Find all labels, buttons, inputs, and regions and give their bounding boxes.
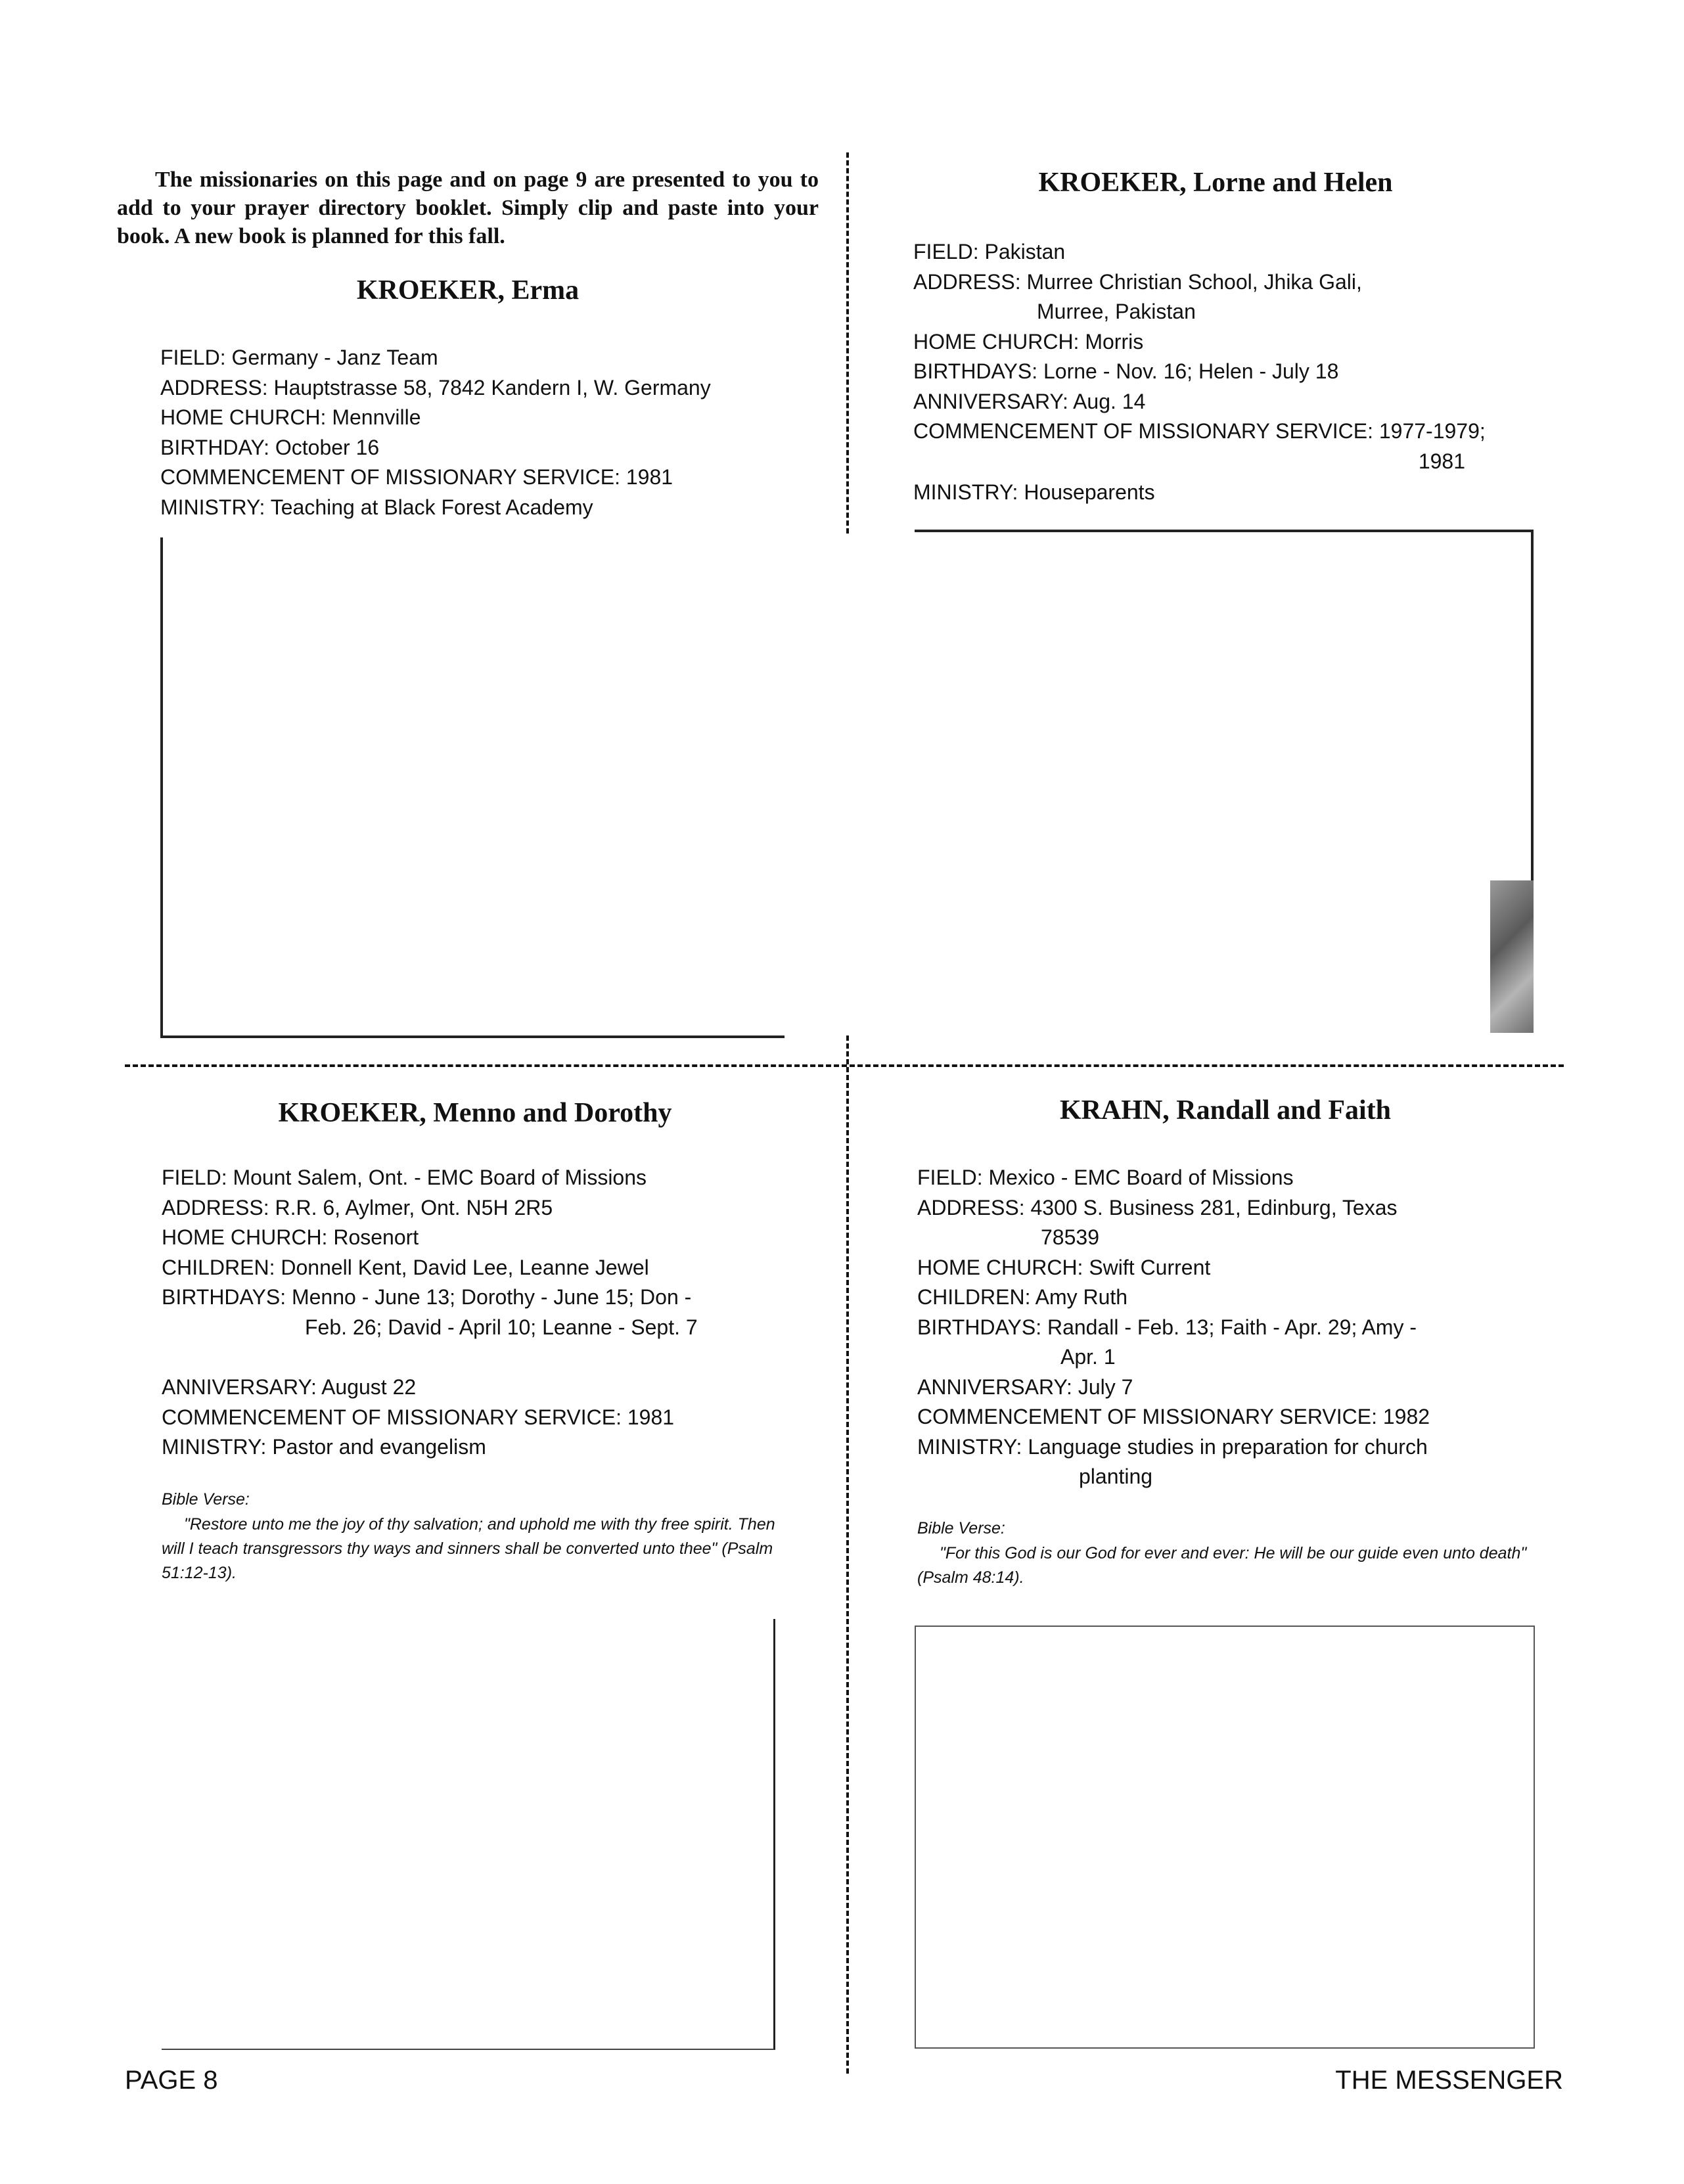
home-church: HOME CHURCH: Mennville [160, 405, 421, 429]
anniversary: ANNIVERSARY: August 22 [162, 1375, 417, 1399]
field: FIELD: Germany - Janz Team [160, 346, 438, 369]
missionary-details-krahn [917, 1163, 1539, 1492]
children: CHILDREN: Donnell Kent, David Lee, Leanne Jewel [162, 1255, 649, 1279]
commencement-cont: 1981 [1418, 449, 1465, 473]
missionary-name-krahn: KRAHN, Randall and Faith [1059, 1095, 1392, 1126]
missionary-details-lorne [913, 237, 1534, 508]
missionary-name-menno: KROEKER, Menno and Dorothy [278, 1098, 672, 1128]
home-church: HOME CHURCH: Morris [913, 329, 1144, 353]
field: FIELD: Mexico - EMC Board of Missions [917, 1166, 1294, 1189]
missionary-name-lorne: KROEKER, Lorne and Helen [1038, 168, 1393, 198]
photo-frame-krahn [915, 1626, 1535, 2049]
home-church: HOME CHURCH: Swift Current [917, 1255, 1211, 1279]
ministry: MINISTRY: Pastor and evangelism [162, 1435, 486, 1459]
photo-frame-lorne [915, 530, 1534, 1033]
birthdays: BIRTHDAYS: Lorne - Nov. 16; Helen - July 18 [913, 359, 1339, 383]
bible-verse-label-krahn: Bible Verse: [917, 1519, 1005, 1537]
birthdays: BIRTHDAYS: Menno - June 13; Dorothy - June 15; Don - [162, 1285, 692, 1309]
photo-frame-erma [160, 537, 785, 1038]
commencement: COMMENCEMENT OF MISSIONARY SERVICE: 1982 [917, 1405, 1430, 1428]
home-church: HOME CHURCH: Rosenort [162, 1225, 419, 1249]
commencement: COMMENCEMENT OF MISSIONARY SERVICE: 1977-1979; [913, 419, 1486, 443]
missionary-details-erma [160, 343, 817, 522]
missionary-name-erma: KROEKER, Erma [356, 275, 580, 306]
bible-verse-menno: "Restore unto me the joy of thy salvation; and uphold me with thy free spirit. Then will I teach transgressors thy ways and sinners shall be converted unto thee" (Psalm 51:12-13). [162, 1515, 775, 1582]
ministry: MINISTRY: Language studies in preparation for church [917, 1434, 1428, 1459]
commencement: COMMENCEMENT OF MISSIONARY SERVICE: 1981 [160, 465, 673, 489]
children: CHILDREN: Amy Ruth [917, 1285, 1128, 1309]
ministry: MINISTRY: Teaching at Black Forest Academy [160, 495, 593, 519]
field: FIELD: Mount Salem, Ont. - EMC Board of Missions [162, 1166, 647, 1189]
cut-line-vertical-bottom [846, 1035, 849, 2074]
address-cont: Murree, Pakistan [1037, 300, 1196, 323]
bible-verse-label-menno: Bible Verse: [162, 1490, 250, 1509]
ministry: MINISTRY: Houseparents [913, 480, 1155, 504]
birthdays-cont: Feb. 26; David - April 10; Leanne - Sept. 7 [305, 1315, 698, 1339]
birthday: BIRTHDAY: October 16 [160, 435, 380, 459]
cut-line-vertical-top [846, 152, 849, 534]
address-cont: 78539 [1041, 1225, 1099, 1249]
photo-fragment-lorne [1490, 880, 1534, 1033]
intro-paragraph: The missionaries on this page and on page 9 are presented to you to add to your prayer directory booklet. Simply clip and paste into your book. A new book is planned for this fall. [117, 168, 819, 248]
photo-frame-menno [162, 1619, 775, 2050]
bible-verse-krahn: "For this God is our God for ever and ever: He will be our guide even unto death" (Psalm 48:14). [917, 1544, 1527, 1587]
page-number: PAGE 8 [125, 2066, 218, 2095]
cut-line-horizontal [125, 1064, 1564, 1067]
address: ADDRESS: 4300 S. Business 281, Edinburg, Texas [917, 1195, 1398, 1219]
address: ADDRESS: Hauptstrasse 58, 7842 Kandern I, W. Germany [160, 375, 711, 399]
missionary-details-menno [162, 1163, 786, 1463]
ministry-cont: planting [1079, 1465, 1153, 1488]
address: ADDRESS: R.R. 6, Aylmer, Ont. N5H 2R5 [162, 1195, 553, 1219]
anniversary: ANNIVERSARY: Aug. 14 [913, 389, 1146, 413]
field: FIELD: Pakistan [913, 240, 1066, 263]
anniversary: ANNIVERSARY: July 7 [917, 1375, 1133, 1399]
publication-name: THE MESSENGER [1335, 2066, 1563, 2095]
birthdays: BIRTHDAYS: Randall - Feb. 13; Faith - Apr. 29; Amy - [917, 1315, 1417, 1339]
address: ADDRESS: Murree Christian School, Jhika Gali, [913, 269, 1362, 294]
commencement: COMMENCEMENT OF MISSIONARY SERVICE: 1981 [162, 1405, 675, 1429]
birthdays-cont: Apr. 1 [1060, 1345, 1116, 1369]
